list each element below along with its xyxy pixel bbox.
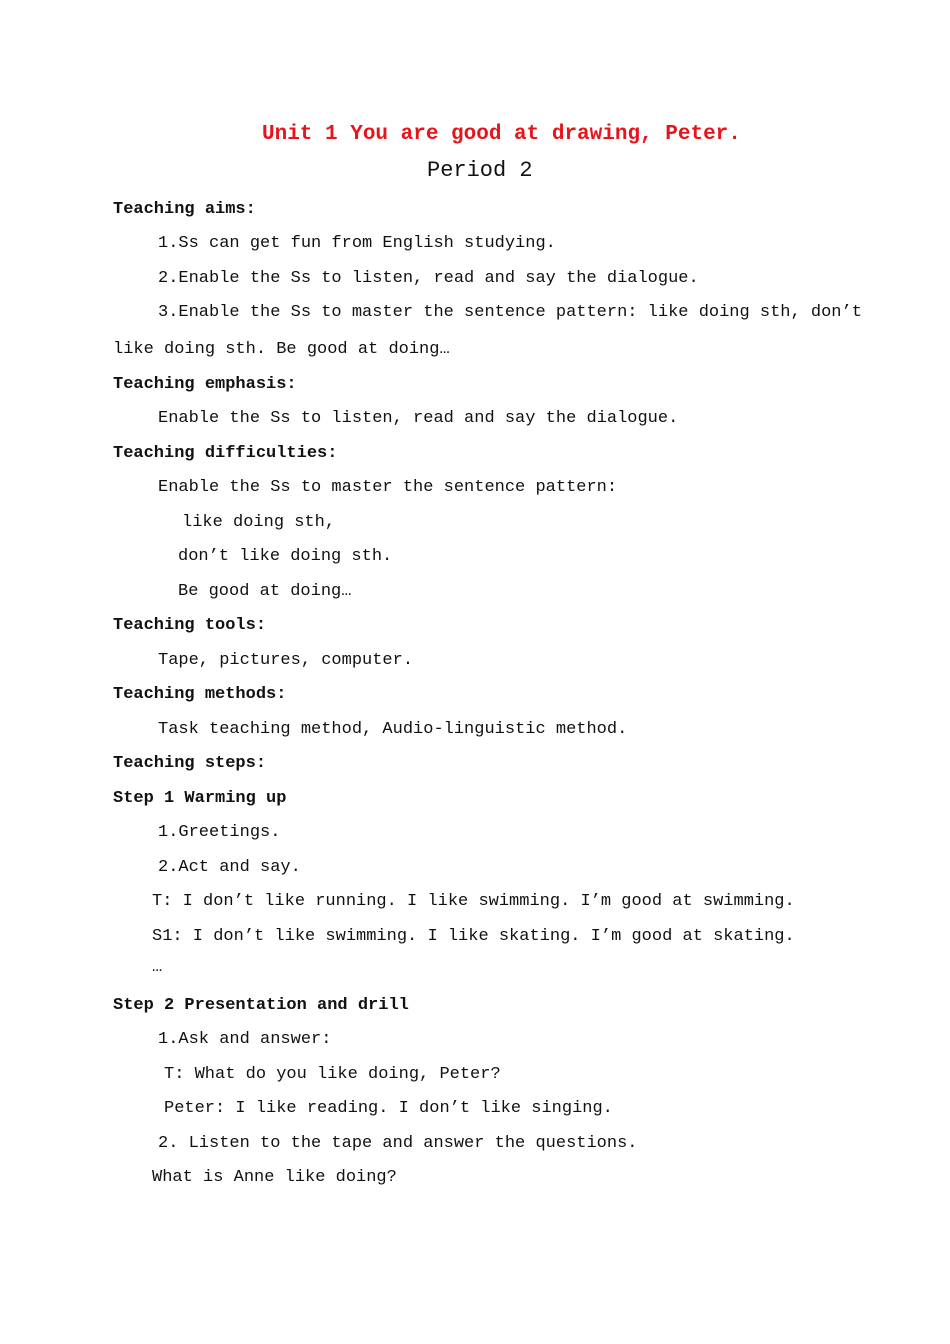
difficulty-item: like doing sth, — [182, 513, 336, 532]
step2-dialogue-line: T: What do you like doing, Peter? — [164, 1065, 501, 1084]
step2-item: 2. Listen to the tape and answer the questions. — [158, 1134, 638, 1153]
document-title: Unit 1 You are good at drawing, Peter. — [262, 123, 741, 146]
emphasis-heading: Teaching emphasis: — [113, 375, 297, 394]
difficulty-item: Be good at doing… — [178, 582, 352, 601]
step2-item: 1.Ask and answer: — [158, 1030, 332, 1049]
steps-heading: Teaching steps: — [113, 754, 267, 773]
tools-heading: Teaching tools: — [113, 616, 267, 635]
step1-dialogue-line: T: I don’t like running. I like swimming. I’m good at swimming. — [152, 892, 795, 911]
step2-heading: Step 2 Presentation and drill — [113, 996, 409, 1015]
aim-item: 1.Ss can get fun from English studying. — [158, 234, 556, 253]
methods-text: Task teaching method, Audio-linguistic method. — [158, 720, 628, 739]
step1-ellipsis: … — [152, 958, 163, 977]
difficulty-item: Enable the Ss to master the sentence pattern: — [158, 478, 618, 497]
step2-dialogue-line: Peter: I like reading. I don’t like singing. — [164, 1099, 613, 1118]
aim-item-continuation: like doing sth. Be good at doing… — [113, 340, 450, 359]
step1-item: 1.Greetings. — [158, 823, 281, 842]
step1-dialogue-line: S1: I don’t like swimming. I like skating. I’m good at skating. — [152, 927, 795, 946]
difficulties-heading: Teaching difficulties: — [113, 444, 338, 463]
difficulty-item: don’t like doing sth. — [178, 547, 393, 566]
aim-item: 2.Enable the Ss to listen, read and say the dialogue. — [158, 269, 699, 288]
period-heading: Period 2 — [427, 158, 533, 183]
aims-heading: Teaching aims: — [113, 200, 256, 219]
step2-question: What is Anne like doing? — [152, 1168, 397, 1187]
tools-text: Tape, pictures, computer. — [158, 651, 414, 670]
aim-item: 3.Enable the Ss to master the sentence pattern: like doing sth, don’t — [158, 303, 862, 322]
step1-heading: Step 1 Warming up — [113, 789, 287, 808]
step1-item: 2.Act and say. — [158, 858, 301, 877]
methods-heading: Teaching methods: — [113, 685, 287, 704]
emphasis-text: Enable the Ss to listen, read and say the dialogue. — [158, 409, 679, 428]
